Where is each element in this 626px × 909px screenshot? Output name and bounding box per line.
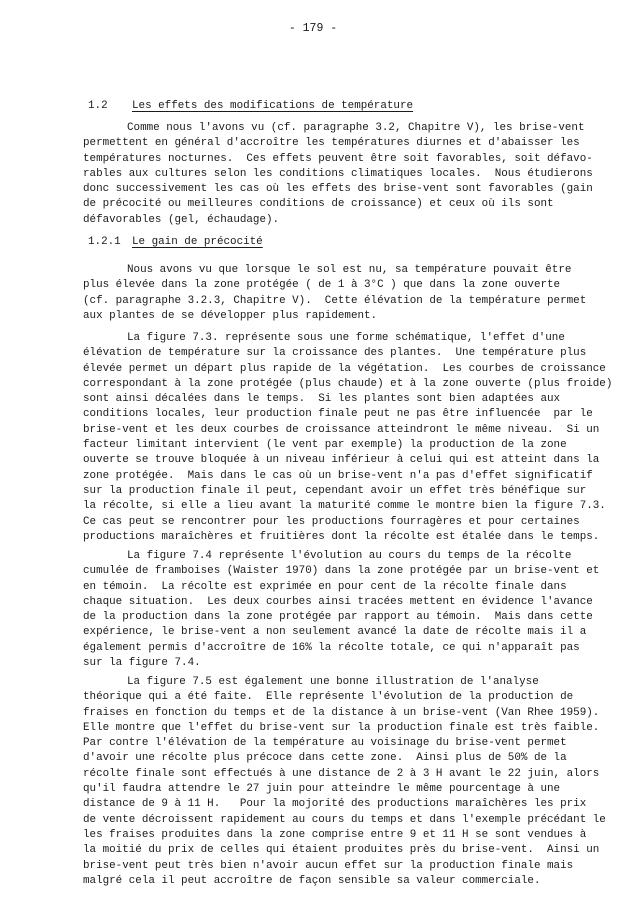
text-line: élévation de température sur la croissance des plantes. Une température plus xyxy=(83,347,587,360)
text-line: aux plantes de se développer plus rapidement. xyxy=(83,309,378,322)
text-line: également permis d'accroître de 16% la récolte totale, ce qui n'apparaît pas xyxy=(83,641,580,654)
text-line: zone protégée. Mais dans le cas où un brise-vent n'a pas d'effet significatif xyxy=(83,469,593,482)
text-line: températures nocturnes. Ces effets peuvent être soit favorables, soit défavo- xyxy=(83,152,593,165)
subsection-title: Le gain de précocité xyxy=(132,236,263,248)
section-title: Les effets des modifications de température xyxy=(132,100,414,112)
paragraph-2 xyxy=(83,263,586,324)
text-line: d'avoir une récolte plus précoce dans cette zone. Ainsi plus de 50% de la xyxy=(83,752,567,765)
text-line: rables aux cultures selon les conditions climatiques locales. Nous étudierons xyxy=(83,167,593,180)
text-line: élevée permet un départ plus rapide de la végétation. Les courbes de croissance xyxy=(83,362,606,375)
text-line: cumulée de framboises (Waister 1970) dans la zone protégée par un brise-vent et xyxy=(83,565,600,578)
text-line: défavorables (gel, échaudage). xyxy=(83,213,280,226)
text-line: récolte finale sont effectués à une distance de 2 à 3 H avant le 22 juin, alors xyxy=(83,767,600,780)
text-line: La figure 7.5 est également une bonne illustration de l'analyse xyxy=(127,676,539,688)
paragraph-5 xyxy=(83,675,606,889)
text-line: Nous avons vu que lorsque le sol est nu, sa température pouvait être xyxy=(127,264,572,276)
text-line: expérience, le brise-vent a non seulement avancé la date de récolte mais il a xyxy=(83,626,587,639)
text-line: en témoin. La récolte est exprimée en pour cent de la récolte finale dans xyxy=(83,580,567,593)
text-line: (cf. paragraphe 3.2.3, Chapitre V). Cette élévation de la température permet xyxy=(83,294,587,307)
text-line: de vente décroissent rapidement au cours du temps et dans l'exemple précédant le xyxy=(83,813,606,826)
text-line: Elle montre que l'effet du brise-vent sur la production finale est très faible. xyxy=(83,721,600,734)
text-line: ouverte se trouve bloquée à un niveau inférieur à celui qui est atteint dans la xyxy=(83,454,600,467)
text-line: Ce cas peut se rencontrer pour les productions fourragères et pour certaines xyxy=(83,515,580,528)
text-line: distance de 9 à 11 H. Pour la mojorité des productions maraîchères les prix xyxy=(83,798,587,811)
subsection-number: 1.2.1 xyxy=(88,236,121,248)
text-line: les fraises produites dans la zone comprise entre 9 et 11 H se sont vendues à xyxy=(83,828,587,841)
text-line: de la production dans la zone protégée par rapport au témoin. Mais dans cette xyxy=(83,611,593,624)
text-line: sont ainsi décalées dans le temps. Si les plantes sont bien adaptées aux xyxy=(83,393,561,406)
text-line: qu'il faudra attendre le 27 juin pour atteindre le même pourcentage à une xyxy=(83,783,561,796)
text-line: conditions locales, leur production finale peut ne pas être influencée par le xyxy=(83,408,593,421)
text-line: La figure 7.4 représente l'évolution au cours du temps de la récolte xyxy=(127,550,572,562)
section-number: 1.2 xyxy=(88,100,108,112)
page-number: - 179 - xyxy=(288,22,338,35)
text-line: sur la production finale il peut, cependant avoir un effet très bénéfique sur xyxy=(83,484,587,497)
text-line: productions maraîchères et fruitières dont la récolte est étalée dans le temps. xyxy=(83,530,600,543)
text-line: La figure 7.3. représente sous une forme schématique, l'effet d'une xyxy=(127,332,565,344)
text-line: malgré cela il peut accroître de façon sensible sa valeur commerciale. xyxy=(83,874,541,887)
paragraph-4 xyxy=(83,549,599,671)
text-line: la récolte, si elle a lieu avant la maturité comme le montre bien la figure 7.3. xyxy=(83,500,606,513)
text-line: donc successivement les cas où les effets des brise-vent sont favorables (gain xyxy=(83,183,593,196)
text-line: plus élevée dans la zone protégée ( de 1 à 3°C ) que dans la zone ouverte xyxy=(83,279,561,292)
text-line: correspondant à la zone protégée (plus chaude) et à la zone ouverte (plus froide) xyxy=(83,377,613,390)
text-line: sur la figure 7.4. xyxy=(83,657,201,670)
text-line: brise-vent et les deux courbes de croissance atteindront le même niveau. Si un xyxy=(83,423,600,436)
subsection-heading xyxy=(88,236,618,252)
text-line: fraises en fonction du temps et de la distance à un brise-vent (Van Rhee 1959). xyxy=(83,706,600,719)
section-heading xyxy=(88,100,618,116)
text-line: chaque situation. Les deux courbes ainsi tracées mettent en évidence l'avance xyxy=(83,595,593,608)
text-line: brise-vent peut très bien n'avoir aucun effet sur la production finale mais xyxy=(83,859,574,872)
text-line: facteur limitant intervient (le vent par exemple) la production de la zone xyxy=(83,439,567,452)
text-line: théorique qui a été faite. Elle représente l'évolution de la production de xyxy=(83,691,574,704)
text-line: permettent en général d'accroître les températures diurnes et d'abaisser les xyxy=(83,137,580,150)
text-line: la moitié du prix de celles qui étaient produites près du brise-vent. Ainsi un xyxy=(83,844,600,857)
paragraph-1 xyxy=(83,121,593,228)
text-line: Par contre l'élévation de la température au voisinage du brise-vent permet xyxy=(83,737,567,750)
paragraph-3 xyxy=(83,331,612,545)
text-line: de précocité ou meilleures conditions de croissance) et ceux où ils sont xyxy=(83,198,554,211)
text-line: Comme nous l'avons vu (cf. paragraphe 3.2, Chapitre V), les brise-vent xyxy=(127,122,585,134)
